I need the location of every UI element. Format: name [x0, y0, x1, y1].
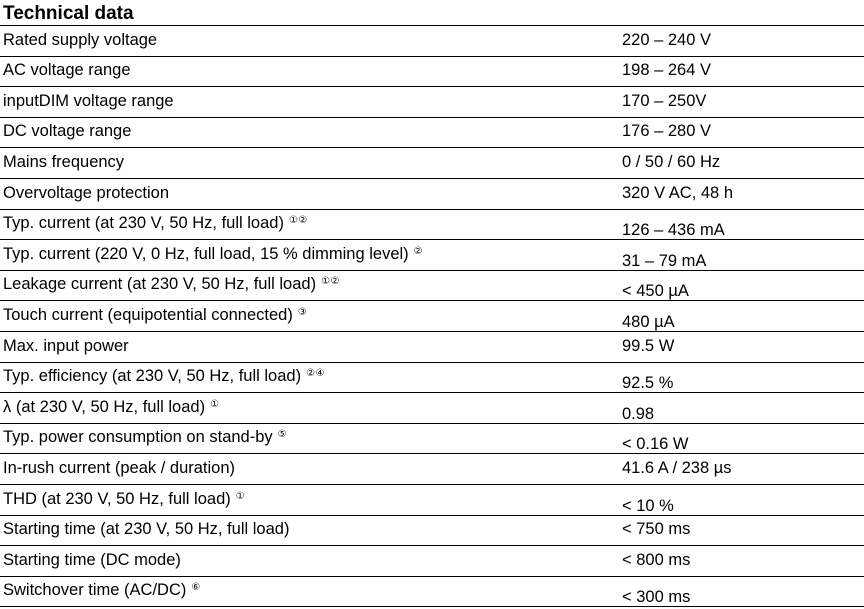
value-cell: 198 – 264 V — [622, 61, 711, 80]
table-row — [0, 118, 864, 149]
parameter-cell — [3, 61, 131, 80]
table-row — [0, 57, 864, 88]
parameter-cell — [3, 275, 340, 294]
footnote-marker: ③ — [297, 306, 308, 318]
value-cell: 99.5 W — [622, 336, 675, 355]
parameter-label: Typ. efficiency (at 230 V, 50 Hz, full load) — [3, 367, 302, 386]
footnote-marker: ② — [413, 245, 424, 257]
value-cell: 170 – 250V — [622, 91, 707, 110]
table-row — [0, 363, 864, 394]
parameter-label: In-rush current (peak / duration) — [3, 458, 236, 477]
parameter-label: Rated supply voltage — [3, 30, 158, 49]
parameter-label: inputDIM voltage range — [3, 91, 174, 110]
parameter-cell — [3, 184, 169, 203]
footnote-marker: ②④ — [306, 368, 326, 380]
footnote-marker: ① — [235, 490, 246, 502]
parameter-cell — [3, 428, 287, 447]
parameter-label: Typ. current (220 V, 0 Hz, full load, 15 % dimming level) — [3, 244, 409, 263]
table-row — [0, 577, 864, 608]
table-row — [0, 271, 864, 302]
parameter-cell — [3, 398, 220, 417]
value-cell: < 450 µA — [622, 282, 689, 301]
parameter-label: λ (at 230 V, 50 Hz, full load) — [3, 397, 206, 416]
parameter-label: Typ. current (at 230 V, 50 Hz, full load) — [3, 214, 284, 233]
parameter-cell — [3, 153, 124, 172]
table-row — [0, 454, 864, 485]
table-row — [0, 393, 864, 424]
parameter-label: DC voltage range — [3, 122, 132, 141]
parameter-cell — [3, 31, 157, 50]
parameter-label: THD (at 230 V, 50 Hz, full load) — [3, 489, 231, 508]
parameter-cell — [3, 490, 245, 509]
table-row — [0, 546, 864, 577]
footnote-marker: ①② — [321, 276, 341, 288]
value-cell: < 0.16 W — [622, 435, 689, 454]
value-cell: 480 µA — [622, 312, 675, 331]
value-cell: 220 – 240 V — [622, 30, 711, 49]
table-row — [0, 87, 864, 118]
value-cell: 176 – 280 V — [622, 122, 711, 141]
parameter-label: Typ. power consumption on stand-by — [3, 428, 273, 447]
value-cell: < 800 ms — [622, 550, 691, 569]
parameter-cell — [3, 92, 174, 111]
parameter-label: Overvoltage protection — [3, 183, 170, 202]
parameter-cell — [3, 245, 423, 264]
parameter-label: Switchover time (AC/DC) — [3, 581, 187, 600]
value-cell: < 300 ms — [622, 588, 691, 607]
parameter-cell — [3, 581, 201, 600]
table-row — [0, 210, 864, 241]
parameter-label: Mains frequency — [3, 152, 125, 171]
table-row — [0, 148, 864, 179]
parameter-label: Starting time (DC mode) — [3, 550, 181, 569]
footnote-marker: ⑤ — [277, 429, 288, 441]
section-title: Technical data — [0, 0, 864, 26]
value-cell: 92.5 % — [622, 374, 674, 393]
footnote-marker: ① — [210, 398, 220, 410]
table-row — [0, 332, 864, 363]
parameter-cell — [3, 551, 181, 570]
table-row — [0, 240, 864, 271]
parameter-cell — [3, 337, 129, 356]
footnote-marker: ⑥ — [191, 582, 201, 594]
table-row — [0, 26, 864, 57]
parameter-cell — [3, 520, 289, 539]
parameter-label: Touch current (equipotential connected) — [3, 305, 293, 324]
table-row — [0, 301, 864, 332]
parameter-cell — [3, 306, 307, 325]
value-cell: < 10 % — [622, 496, 674, 515]
parameter-label: Starting time (at 230 V, 50 Hz, full load) — [3, 520, 290, 539]
value-cell: 0 / 50 / 60 Hz — [622, 152, 721, 171]
table-row — [0, 179, 864, 210]
parameter-cell — [3, 122, 131, 141]
table-row — [0, 516, 864, 547]
table-row — [0, 485, 864, 516]
parameter-cell — [3, 214, 308, 233]
parameter-label: AC voltage range — [3, 61, 131, 80]
value-cell: < 750 ms — [622, 520, 691, 539]
technical-data-table — [0, 26, 864, 607]
parameter-label: Leakage current (at 230 V, 50 Hz, full load) — [3, 275, 317, 294]
parameter-cell — [3, 367, 325, 386]
parameter-cell — [3, 459, 235, 478]
value-cell: 0.98 — [622, 404, 655, 423]
value-cell: 320 V AC, 48 h — [622, 183, 733, 202]
value-cell: 126 – 436 mA — [622, 221, 725, 240]
parameter-label: Max. input power — [3, 336, 129, 355]
footnote-marker: ①② — [288, 215, 308, 227]
table-row — [0, 424, 864, 455]
value-cell: 41.6 A / 238 µs — [622, 458, 732, 477]
value-cell: 31 – 79 mA — [622, 251, 707, 270]
